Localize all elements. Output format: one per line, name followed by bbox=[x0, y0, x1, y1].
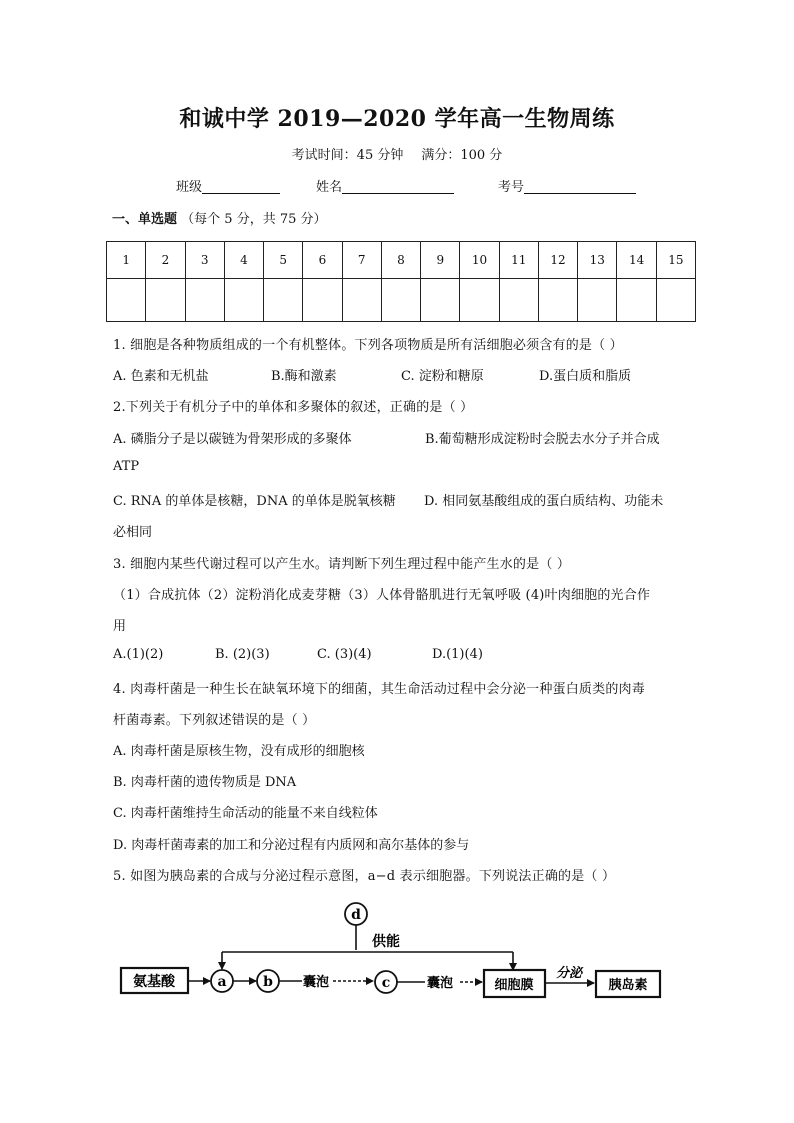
q1-option-c[interactable]: C. 淀粉和糖原 bbox=[401, 369, 484, 384]
q3-items-cont: 用 bbox=[113, 619, 127, 634]
organelle-c-label: c bbox=[381, 975, 391, 991]
answer-number-cell: 7 bbox=[342, 242, 381, 279]
q2-option-d[interactable]: D. 相同氨基酸组成的蛋白质结构、功能未 bbox=[424, 494, 664, 509]
q1-option-d[interactable]: D.蛋白质和脂质 bbox=[539, 369, 632, 384]
class-label: 班级 bbox=[176, 180, 203, 195]
vesicle-label-2: 囊泡 bbox=[427, 976, 454, 991]
organelle-a-label: a bbox=[217, 974, 227, 990]
q3-stem: 3. 细胞内某些代谢过程可以产生水。请判断下列生理过程中能产生水的是（ ） bbox=[113, 557, 571, 572]
answer-number-cell: 11 bbox=[499, 242, 538, 279]
answer-number-cell: 10 bbox=[460, 242, 499, 279]
answer-number-cell: 2 bbox=[146, 242, 185, 279]
q1-option-a[interactable]: A. 色素和无机盐 bbox=[113, 369, 209, 384]
answer-number-cell: 9 bbox=[421, 242, 460, 279]
q2-option-a[interactable]: A. 磷脂分子是以碳链为骨架形成的多聚体 bbox=[113, 432, 352, 447]
q5-stem: 5. 如图为胰岛素的合成与分泌过程示意图，a−d 表示细胞器。下列说法正确的是（ ） bbox=[113, 869, 616, 884]
q3-option-a[interactable]: A.(1)(2) bbox=[113, 647, 164, 662]
organelle-b-label: b bbox=[263, 974, 273, 990]
full-score: 满分：100 分 bbox=[421, 148, 503, 163]
id-label: 考号 bbox=[498, 180, 525, 195]
q3-items: （1）合成抗体（2）淀粉消化成麦芽糖（3）人体骨骼肌进行无氧呼吸 (4)叶肉细胞的光合作 bbox=[113, 588, 651, 603]
answer-number-cell: 1 bbox=[107, 242, 146, 279]
q4-option-b[interactable]: B. 肉毒杆菌的遗传物质是 DNA bbox=[113, 775, 297, 790]
supply-label: 供能 bbox=[372, 934, 400, 950]
answer-number-cell: 15 bbox=[656, 242, 695, 279]
answer-number-cell: 6 bbox=[303, 242, 342, 279]
q2-stem: 2.下列关于有机分子中的单体和多聚体的叙述，正确的是（ ） bbox=[113, 400, 474, 415]
q2-option-b-cont: ATP bbox=[113, 459, 140, 474]
q4-option-a[interactable]: A. 肉毒杆菌是原核生物，没有成形的细胞核 bbox=[113, 744, 365, 759]
answer-number-cell: 3 bbox=[185, 242, 224, 279]
cell-membrane-label: 细胞膜 bbox=[494, 978, 534, 993]
section-title: 一、单选题 bbox=[112, 212, 178, 227]
q2-option-b[interactable]: B.葡萄糖形成淀粉时会脱去水分子并合成 bbox=[425, 432, 660, 447]
answer-number-cell: 12 bbox=[538, 242, 577, 279]
answer-number-cell: 4 bbox=[224, 242, 263, 279]
q4-stem-cont: 杆菌毒素。下列叙述错误的是（ ） bbox=[113, 713, 316, 728]
q1-option-b[interactable]: B.酶和激素 bbox=[271, 369, 337, 384]
answer-number-cell: 5 bbox=[264, 242, 303, 279]
amino-acid-label: 氨基酸 bbox=[133, 974, 175, 990]
insulin-label: 胰岛素 bbox=[608, 978, 648, 993]
q4-option-d[interactable]: D. 肉毒杆菌毒素的加工和分泌过程有内质网和高尔基体的参与 bbox=[113, 838, 470, 853]
vesicle-label-1: 囊泡 bbox=[303, 975, 330, 990]
q2-option-d-cont: 必相同 bbox=[113, 525, 153, 540]
q4-option-c[interactable]: C. 肉毒杆菌维持生命活动的能量不来自线粒体 bbox=[113, 806, 378, 821]
q4-stem: 4. 肉毒杆菌是一种生长在缺氧环境下的细菌，其生命活动过程中会分泌一种蛋白质类的肉毒 bbox=[113, 682, 645, 697]
exam-time: 考试时间：45 分钟 bbox=[291, 148, 404, 163]
section-note: （每个 5 分，共 75 分） bbox=[181, 212, 327, 227]
answer-number-cell: 13 bbox=[578, 242, 617, 279]
answer-number-cell: 8 bbox=[381, 242, 420, 279]
organelle-d-label: d bbox=[351, 907, 361, 923]
name-label: 姓名 bbox=[316, 180, 343, 195]
secrete-label: 分泌 bbox=[556, 966, 583, 981]
q3-option-d[interactable]: D.(1)(4) bbox=[432, 647, 483, 662]
answer-number-cell: 14 bbox=[617, 242, 656, 279]
page-title: 和诚中学 2019—2020 学年高一生物周练 bbox=[179, 106, 615, 132]
q2-option-c[interactable]: C. RNA 的单体是核糖，DNA 的单体是脱氧核糖 bbox=[113, 494, 396, 509]
q1-stem: 1. 细胞是各种物质组成的一个有机整体。下列各项物质是所有活细胞必须含有的是（ ） bbox=[113, 338, 623, 353]
q3-option-c[interactable]: C. (3)(4) bbox=[317, 647, 372, 662]
q3-option-b[interactable]: B. (2)(3) bbox=[215, 647, 270, 662]
